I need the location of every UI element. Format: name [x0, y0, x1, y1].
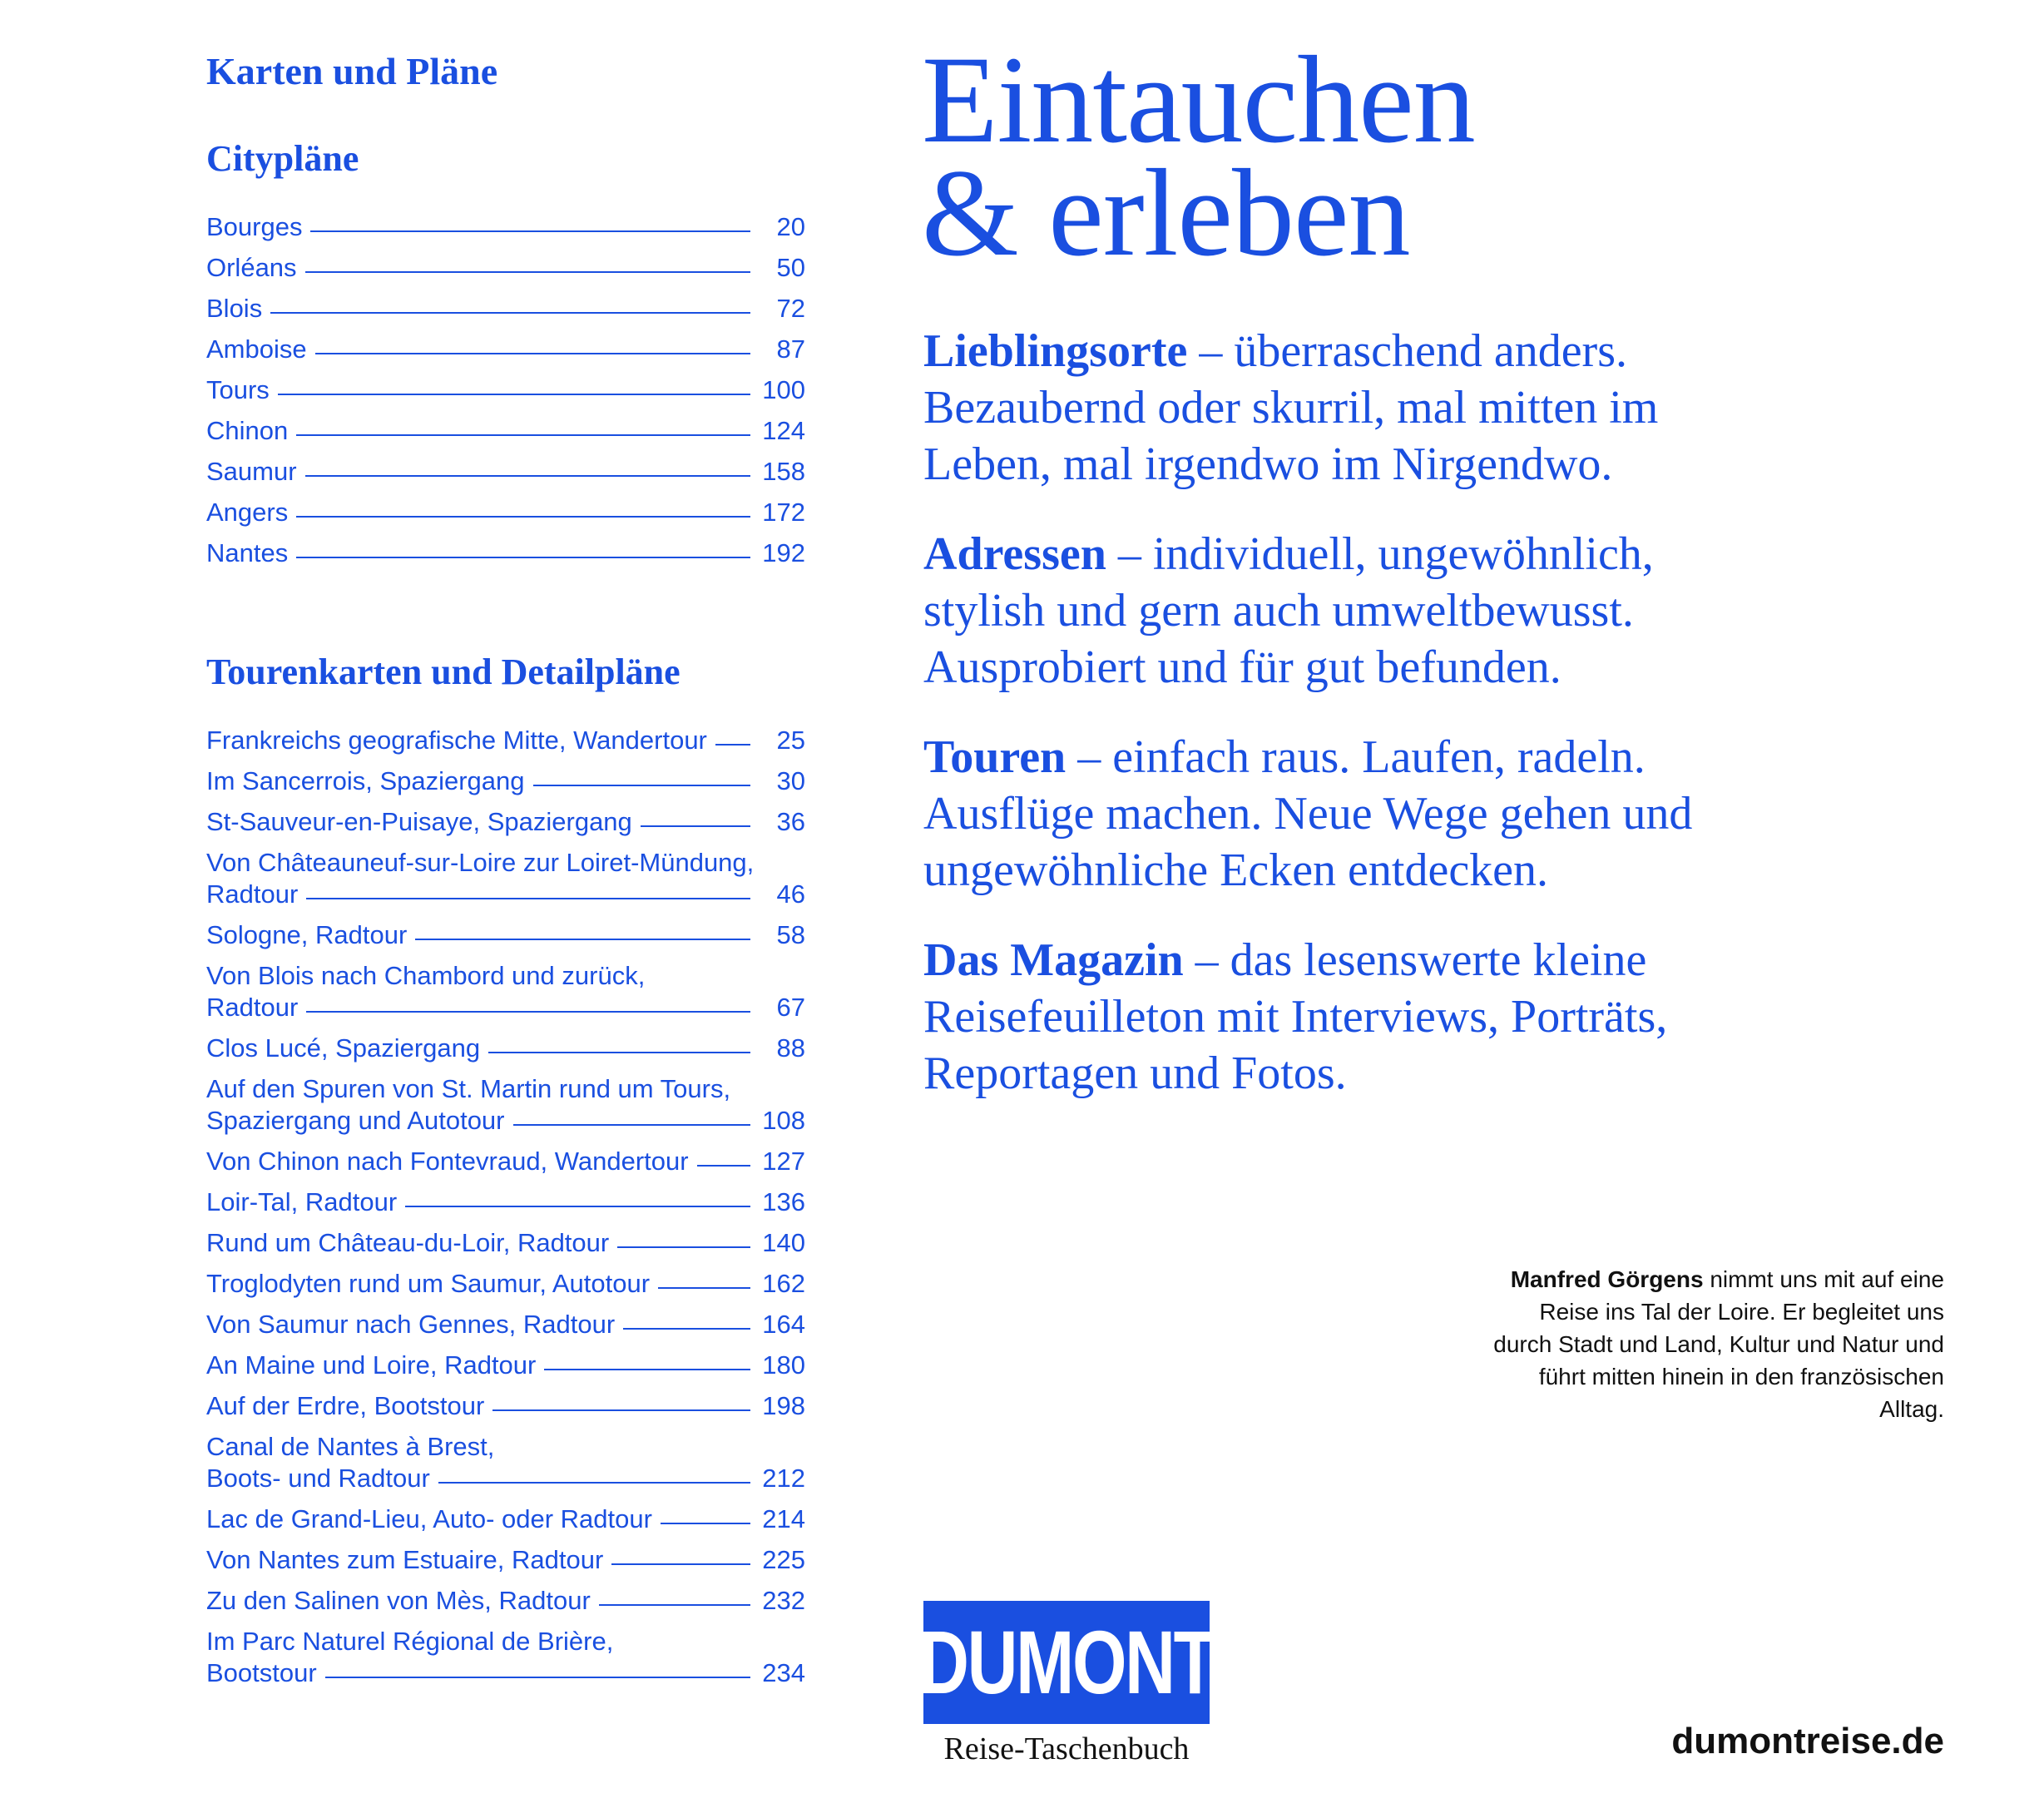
toc-entry-label: Im Sancerrois, Spaziergang — [206, 765, 525, 795]
toc-entry-page: 58 — [776, 919, 805, 949]
toc-entry-line2 — [206, 1657, 805, 1689]
leader-line — [492, 1409, 750, 1411]
toc-entry — [206, 1544, 805, 1576]
toc-entry-page: 20 — [776, 211, 805, 241]
toc-entry-label: Auf den Spuren von St. Martin rund um Tours, — [206, 1073, 731, 1103]
toc-entry — [206, 374, 805, 406]
leader-line — [488, 1052, 750, 1053]
toc-entry-label: Zu den Salinen von Mès, Radtour — [206, 1585, 591, 1615]
feature-description: – individuell, ungewöhnlich, stylish und gern auch umweltbewusst. Ausprobiert und für gut befunden. — [923, 528, 1654, 693]
toc-entry — [206, 1309, 805, 1340]
maps-index — [206, 48, 805, 1698]
toc-entry — [206, 1585, 805, 1617]
toc-entry — [206, 1073, 805, 1137]
city-maps-list — [206, 211, 805, 569]
toc-entry-label-cont: Boots- und Radtour — [206, 1463, 430, 1493]
tour-maps-title: Tourenkarten und Detailpläne — [206, 651, 681, 692]
toc-entry — [206, 456, 805, 488]
toc-entry-page: 50 — [776, 252, 805, 282]
toc-entry — [206, 252, 805, 284]
toc-entry-page: 214 — [762, 1503, 805, 1533]
toc-entry-label: Frankreichs geografische Mitte, Wandertour — [206, 725, 707, 755]
toc-entry-page: 162 — [762, 1268, 805, 1298]
toc-entry-page: 88 — [776, 1033, 805, 1063]
toc-entry-page: 225 — [762, 1544, 805, 1574]
toc-entry — [206, 334, 805, 365]
toc-entry — [206, 1227, 805, 1259]
toc-entry-page: 158 — [762, 456, 805, 486]
leader-line — [544, 1369, 750, 1370]
author-name: Manfred Görgens — [1510, 1266, 1704, 1292]
headline-line-1: Eintauchen — [922, 31, 1475, 169]
toc-entry-page: 172 — [762, 497, 805, 527]
city-maps-title: Citypläne — [206, 138, 359, 180]
toc-entry — [206, 1268, 805, 1300]
toc-entry-label: Von Saumur nach Gennes, Radtour — [206, 1309, 616, 1339]
feature-term: Adressen — [923, 528, 1106, 580]
feature-item — [923, 729, 1755, 899]
leader-line — [533, 785, 750, 786]
toc-entry-page: 67 — [776, 992, 805, 1022]
leader-line — [325, 1677, 750, 1678]
toc-entry-page: 124 — [762, 415, 805, 445]
toc-entry — [206, 806, 805, 838]
website-url: dumontreise.de — [1671, 1721, 1944, 1761]
toc-entry-label-cont: Radtour — [206, 879, 299, 909]
leader-line — [315, 353, 750, 354]
leader-line — [513, 1124, 751, 1126]
leader-line — [641, 825, 750, 827]
feature-item — [923, 323, 1755, 493]
toc-entry-label: St-Sauveur-en-Puisaye, Spaziergang — [206, 806, 632, 836]
toc-entry-label: Amboise — [206, 334, 307, 364]
toc-entry-label: Von Nantes zum Estuaire, Radtour — [206, 1544, 604, 1574]
toc-entry-page: 36 — [776, 806, 805, 836]
toc-entry-line2 — [206, 1105, 805, 1137]
toc-entry — [206, 497, 805, 528]
tour-maps-list — [206, 725, 805, 1689]
toc-entry-label: Loir-Tal, Radtour — [206, 1186, 398, 1216]
toc-entry — [206, 537, 805, 569]
leader-line — [310, 230, 750, 232]
toc-entry-line2 — [206, 879, 805, 910]
toc-entry — [206, 1033, 805, 1064]
toc-entry-label: Blois — [206, 293, 263, 323]
leader-line — [296, 434, 750, 436]
toc-entry-page: 198 — [762, 1390, 805, 1420]
leader-line — [623, 1328, 750, 1330]
toc-entry-label: Von Blois nach Chambord und zurück, — [206, 960, 646, 990]
leader-line — [617, 1246, 750, 1248]
toc-entry-page: 192 — [762, 537, 805, 567]
toc-entry-page: 108 — [762, 1105, 805, 1135]
toc-entry-label: Im Parc Naturel Régional de Brière, — [206, 1626, 614, 1656]
logo-subtitle: Reise-Taschenbuch — [943, 1731, 1190, 1766]
toc-entry-label: Tours — [206, 374, 270, 404]
toc-entry-page: 234 — [762, 1657, 805, 1687]
toc-entry-label: Canal de Nantes à Brest, — [206, 1431, 495, 1461]
feature-item — [923, 932, 1755, 1102]
feature-term: Lieblingsorte — [923, 325, 1188, 377]
toc-entry — [206, 725, 805, 756]
leader-line — [278, 394, 750, 395]
maps-section-title: Karten und Pläne — [206, 50, 498, 92]
leader-line — [305, 271, 750, 273]
toc-entry-label: Lac de Grand-Lieu, Auto- oder Radtour — [206, 1503, 652, 1533]
headline-line-2: & erleben — [922, 144, 1410, 282]
leader-line — [438, 1482, 750, 1484]
leader-line — [306, 1011, 750, 1013]
toc-entry-page: 164 — [762, 1309, 805, 1339]
leader-line — [697, 1165, 750, 1167]
feature-term: Touren — [923, 731, 1067, 783]
feature-term: Das Magazin — [923, 934, 1184, 986]
toc-entry-label: Orléans — [206, 252, 297, 282]
toc-entry — [206, 1350, 805, 1381]
feature-list — [923, 323, 1755, 1135]
logo-text: DUMONT — [918, 1612, 1215, 1712]
toc-entry-label: Von Chinon nach Fontevraud, Wandertour — [206, 1146, 689, 1176]
toc-entry — [206, 960, 805, 1023]
feature-description: – das lesenswerte kleine Reisefeuilleton mit Interviews, Porträts, Reportagen und Fotos. — [923, 934, 1668, 1099]
toc-entry-page: 136 — [762, 1186, 805, 1216]
toc-entry-label: Clos Lucé, Spaziergang — [206, 1033, 481, 1063]
author-text: nimmt uns mit auf eine Reise ins Tal der Loire. Er begleitet uns durch Stadt und Land, Kultur und Natur und führt mitten hinein in den französischen Alltag. — [1493, 1266, 1944, 1422]
feature-item — [923, 526, 1755, 696]
toc-entry-label: Nantes — [206, 537, 289, 567]
toc-entry — [206, 211, 805, 243]
leader-line — [658, 1287, 750, 1289]
toc-entry-page: 87 — [776, 334, 805, 364]
toc-entry — [206, 1503, 805, 1535]
feature-description: – überraschend anders. Bezaubernd oder skurril, mal mitten im Leben, mal irgendwo im Nirgendwo. — [923, 325, 1659, 490]
toc-entry-page: 232 — [762, 1585, 805, 1615]
toc-entry-label: Troglodyten rund um Saumur, Autotour — [206, 1268, 651, 1298]
toc-entry-page: 25 — [776, 725, 805, 755]
toc-entry — [206, 1186, 805, 1218]
toc-entry-label: Angers — [206, 497, 289, 527]
toc-entry-page: 100 — [762, 374, 805, 404]
toc-entry — [206, 1146, 805, 1177]
leader-line — [415, 939, 750, 940]
toc-entry-page: 30 — [776, 765, 805, 795]
toc-entry-label: Auf der Erdre, Bootstour — [206, 1390, 485, 1420]
toc-entry — [206, 847, 805, 910]
toc-entry — [206, 919, 805, 951]
toc-entry — [206, 1626, 805, 1689]
leader-line — [405, 1206, 750, 1207]
toc-entry-page: 140 — [762, 1227, 805, 1257]
toc-entry-label: Chinon — [206, 415, 289, 445]
author-blurb — [1478, 1263, 1944, 1425]
toc-entry-label: An Maine und Loire, Radtour — [206, 1350, 537, 1380]
leader-line — [599, 1604, 750, 1606]
toc-entry-page: 180 — [762, 1350, 805, 1380]
dumont-logo — [918, 1601, 1215, 1724]
toc-entry-label: Rund um Château-du-Loir, Radtour — [206, 1227, 610, 1257]
toc-entry-label: Sologne, Radtour — [206, 919, 408, 949]
toc-entry-page: 72 — [776, 293, 805, 323]
toc-entry — [206, 765, 805, 797]
toc-entry-label-cont: Radtour — [206, 992, 299, 1022]
headline — [922, 31, 1475, 282]
toc-entry-page: 46 — [776, 879, 805, 909]
leader-line — [305, 475, 750, 477]
leader-line — [270, 312, 750, 314]
toc-entry — [206, 1390, 805, 1422]
toc-entry-page: 212 — [762, 1463, 805, 1493]
leader-line — [611, 1563, 750, 1565]
toc-entry-label: Bourges — [206, 211, 303, 241]
leader-line — [306, 898, 750, 899]
toc-entry-label-cont: Spaziergang und Autotour — [206, 1105, 505, 1135]
feature-description: – einfach raus. Laufen, radeln. Ausflüge machen. Neue Wege gehen und ungewöhnliche Ecken entdecken. — [923, 731, 1693, 896]
leader-line — [661, 1523, 750, 1524]
toc-entry — [206, 1431, 805, 1494]
toc-entry-label-cont: Bootstour — [206, 1657, 317, 1687]
toc-entry-label: Von Châteauneuf-sur-Loire zur Loiret-Mündung, — [206, 847, 755, 877]
toc-entry — [206, 415, 805, 447]
toc-entry-line2 — [206, 992, 805, 1023]
leader-line — [296, 557, 750, 558]
toc-entry-line2 — [206, 1463, 805, 1494]
leader-line — [296, 516, 750, 518]
leader-line — [715, 744, 750, 746]
toc-entry — [206, 293, 805, 324]
toc-entry-label: Saumur — [206, 456, 297, 486]
toc-entry-page: 127 — [762, 1146, 805, 1176]
